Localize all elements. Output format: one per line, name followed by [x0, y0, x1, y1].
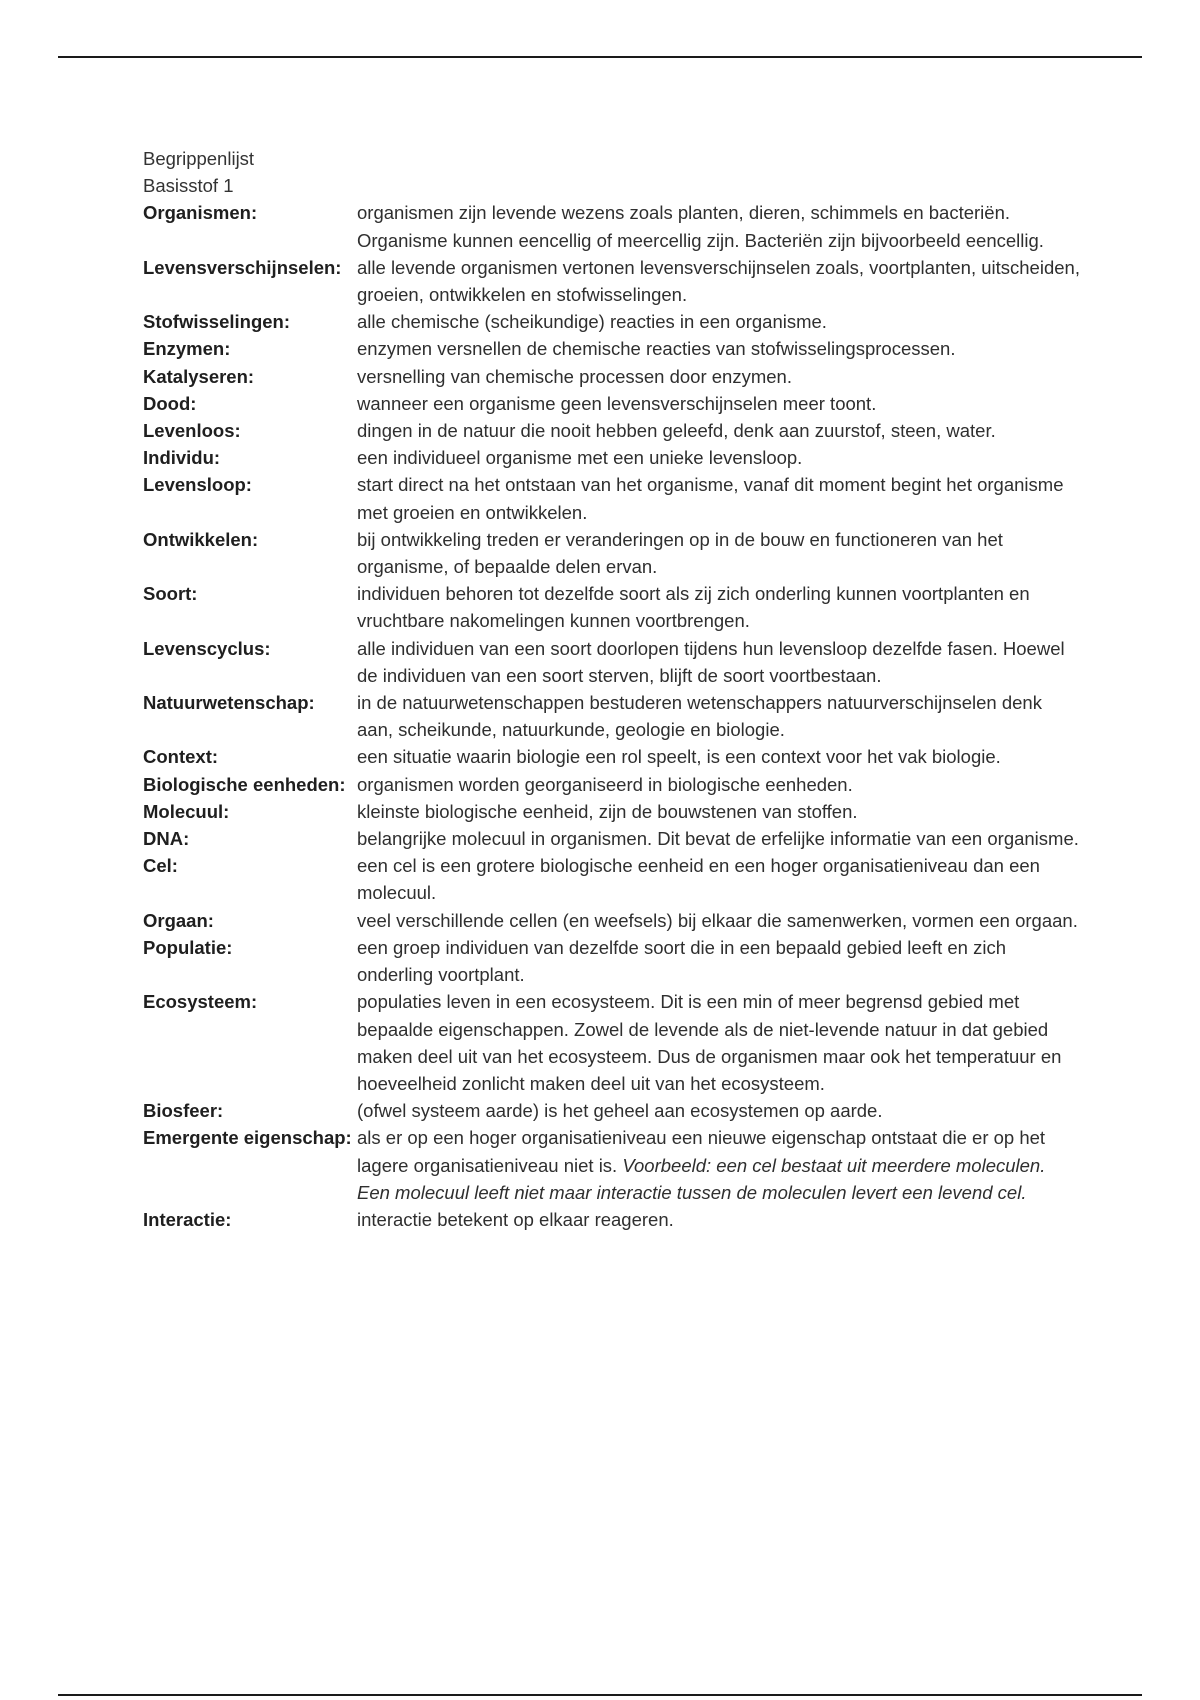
term: Populatie:	[143, 936, 233, 958]
term: Orgaan:	[143, 909, 214, 931]
definition: alle individuen van een soort doorlopen tijdens hun levensloop dezelfde fasen. Hoewel de individuen van een soort sterven, blijft de soort voortbestaan.	[357, 637, 1065, 686]
term: Levensverschijnselen:	[143, 256, 342, 278]
glossary-entry-natuurwetenschap	[143, 689, 1083, 743]
glossary-entry-levensloop	[143, 471, 1083, 525]
term: Interactie:	[143, 1208, 232, 1230]
term: Context:	[143, 746, 219, 768]
definition-example: Voorbeeld: een cel bestaat uit meerdere moleculen. Een molecuul leeft niet maar interactie tussen de moleculen levert een levend cel.	[357, 1154, 1046, 1203]
definition: kleinste biologische eenheid, zijn de bouwstenen van stoffen.	[357, 800, 858, 822]
document-subtitle: Basisstof 1	[143, 175, 234, 197]
glossary-entry-orgaan	[143, 907, 1083, 934]
glossary-entry-enzymen	[143, 335, 1083, 362]
definition: een cel is een grotere biologische eenheid en een hoger organisatieniveau dan een molecuul.	[357, 855, 1040, 904]
term: Enzymen:	[143, 338, 231, 360]
definition: alle chemische (scheikundige) reacties in een organisme.	[357, 311, 827, 333]
term: Molecuul:	[143, 800, 230, 822]
definition: individuen behoren tot dezelfde soort als zij zich onderling kunnen voortplanten en vruchtbare nakomelingen kunnen voortbrengen.	[357, 583, 1030, 632]
glossary-entry-emergente-eigenschap	[143, 1124, 1083, 1206]
glossary-entry-ecosysteem	[143, 988, 1083, 1097]
glossary-entry-cel	[143, 852, 1083, 906]
term: Individu:	[143, 447, 221, 469]
definition: enzymen versnellen de chemische reacties van stofwisselingsprocessen.	[357, 338, 956, 360]
term: Levensloop:	[143, 474, 252, 496]
bottom-rule	[58, 1694, 1142, 1696]
top-rule	[58, 56, 1142, 58]
glossary-entry-individu	[143, 444, 1083, 471]
definition: een groep individuen van dezelfde soort die in een bepaald gebied leeft en zich onderling voortplant.	[357, 936, 1007, 986]
definition: organismen zijn levende wezens zoals planten, dieren, schimmels en bacteriën. Organisme kunnen eencellig of meercellig zijn. Bacteriën zijn bijvoorbeeld eencellig.	[357, 202, 1044, 251]
definition: (ofwel systeem aarde) is het geheel aan ecosystemen op aarde.	[357, 1100, 883, 1122]
definition: organismen worden georganiseerd in biologische eenheden.	[357, 773, 853, 795]
term: Stofwisselingen:	[143, 311, 290, 333]
definition: een situatie waarin biologie een rol speelt, is een context voor het vak biologie.	[357, 746, 1001, 768]
glossary-entry-ontwikkelen	[143, 526, 1083, 580]
term: Ontwikkelen:	[143, 528, 259, 550]
glossary-entry-context	[143, 743, 1083, 770]
term: Natuurwetenschap:	[143, 692, 315, 714]
definition: belangrijke molecuul in organismen. Dit bevat de erfelijke informatie van een organisme.	[357, 828, 1079, 850]
term: Ecosysteem:	[143, 991, 258, 1013]
term: Levenloos:	[143, 420, 241, 442]
definition: veel verschillende cellen (en weefsels) bij elkaar die samenwerken, vormen een orgaan.	[357, 909, 1078, 931]
definition: als er op een hoger organisatieniveau een nieuwe eigenschap ontstaat die er op het lagere organisatieniveau niet is.	[357, 1127, 1046, 1176]
glossary-entry-dood	[143, 390, 1083, 417]
term: Organismen:	[143, 202, 258, 224]
glossary-entry-soort	[143, 580, 1083, 634]
term: DNA:	[143, 828, 190, 850]
term: Biosfeer:	[143, 1100, 224, 1122]
term: Cel:	[143, 855, 178, 877]
definition: wanneer een organisme geen levensverschijnselen meer toont.	[357, 392, 877, 414]
glossary-entry-organismen	[143, 199, 1083, 253]
term: Katalyseren:	[143, 365, 255, 387]
definition: een individueel organisme met een unieke levensloop.	[357, 447, 803, 469]
definition: populaties leven in een ecosysteem. Dit is een min of meer begrensd gebied met bepaalde eigenschappen. Zowel de levende als de niet-levende natuur in dat gebied maken deel uit van het ecosysteem. Dus de organismen maar ook het temperatuur en hoeveelheid zonlicht maken deel uit van het ecosysteem.	[357, 991, 1062, 1094]
glossary-entry-levenloos	[143, 417, 1083, 444]
document-title: Begrippenlijst	[143, 148, 255, 169]
definition: start direct na het ontstaan van het organisme, vanaf dit moment begint het organisme met groeien en ontwikkelen.	[357, 474, 1064, 523]
glossary-content	[143, 145, 1083, 1233]
term: Soort:	[143, 583, 198, 605]
glossary-entry-stofwisselingen	[143, 308, 1083, 335]
glossary-entry-dna	[143, 825, 1083, 852]
glossary-entry-interactie	[143, 1206, 1083, 1233]
definition: interactie betekent op elkaar reageren.	[357, 1208, 674, 1230]
definition: in de natuurwetenschappen bestuderen wetenschappers natuurverschijnselen denk aan, scheikunde, natuurkunde, geologie en biologie.	[357, 692, 1042, 741]
definition: alle levende organismen vertonen levensverschijnselen zoals, voortplanten, uitscheiden, groeien, ontwikkelen en stofwisselingen.	[357, 256, 1080, 306]
term: Dood:	[143, 392, 197, 414]
definition: bij ontwikkeling treden er veranderingen op in de bouw en functioneren van het organisme, of bepaalde delen ervan.	[357, 528, 1003, 578]
term: Biologische eenheden:	[143, 773, 346, 795]
glossary-entry-biologische-eenheden	[143, 771, 1083, 798]
term: Levenscyclus:	[143, 637, 271, 659]
glossary-entry-biosfeer	[143, 1097, 1083, 1124]
glossary-entry-populatie	[143, 934, 1083, 988]
definition-container	[357, 1124, 1083, 1206]
glossary-entry-katalyseren	[143, 363, 1083, 390]
term: Emergente eigenschap:	[143, 1127, 352, 1149]
glossary-entry-molecuul	[143, 798, 1083, 825]
definition: versnelling van chemische processen door enzymen.	[357, 365, 792, 387]
glossary-entry-levenscyclus	[143, 635, 1083, 689]
definition: dingen in de natuur die nooit hebben geleefd, denk aan zuurstof, steen, water.	[357, 420, 996, 442]
glossary-entry-levensverschijnselen	[143, 254, 1083, 308]
